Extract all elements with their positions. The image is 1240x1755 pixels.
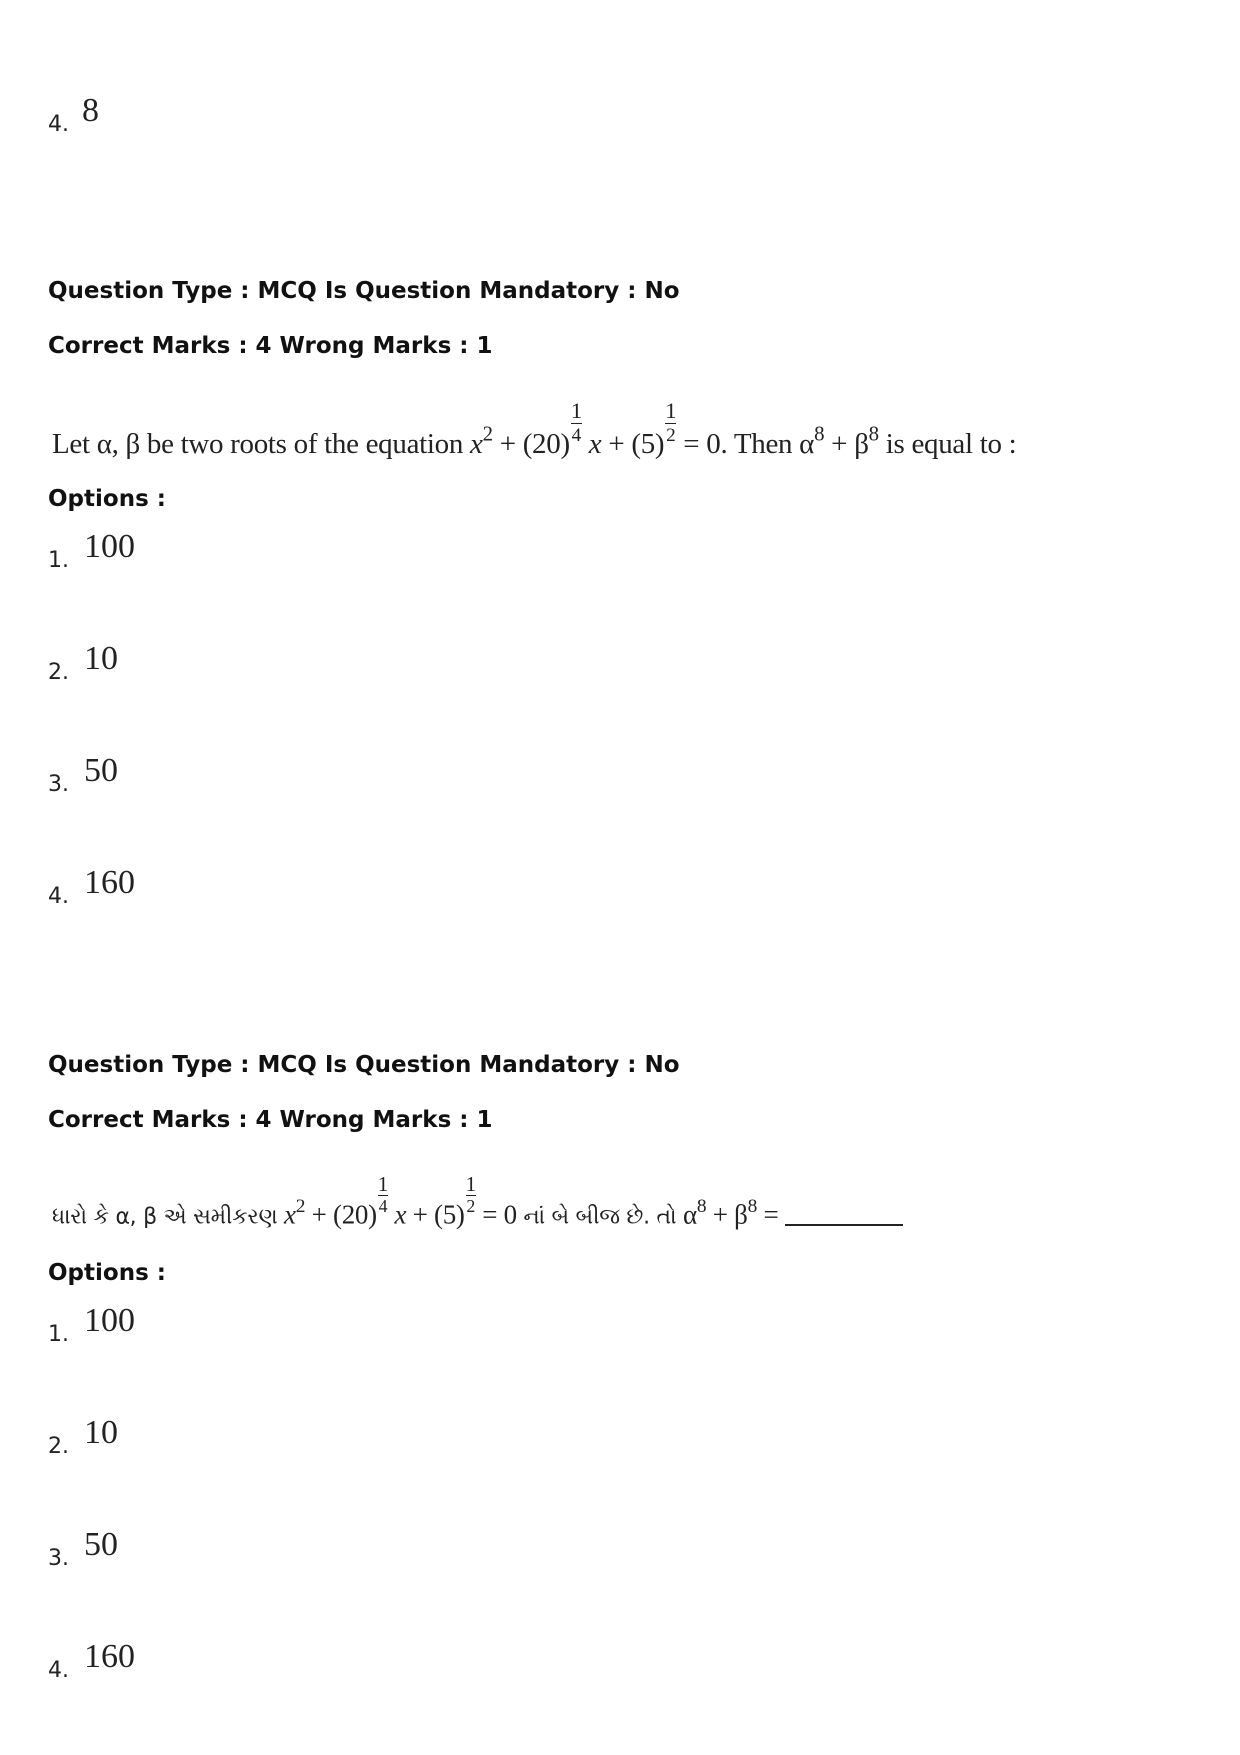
question-prefix: Let α, β be two roots of the equation bbox=[52, 428, 471, 461]
option-value[interactable]: 160 bbox=[84, 864, 135, 901]
eq-plus: + bbox=[712, 1199, 728, 1230]
eq-x-linear: x bbox=[394, 1199, 407, 1230]
option-value[interactable]: 100 bbox=[84, 1302, 135, 1339]
eq-fraction-1-2: $\frac{1}{2}$ bbox=[665, 398, 677, 446]
eq-base-20: (20) bbox=[522, 428, 570, 461]
eq-fraction-1-4: $\frac{1}{4}$ bbox=[377, 1172, 389, 1217]
eq-beta-exponent: 8 bbox=[747, 1195, 757, 1217]
marks-meta: Correct Marks : 4 Wrong Marks : 1 bbox=[48, 1107, 493, 1133]
option-value[interactable]: 160 bbox=[84, 1638, 135, 1675]
eq-plus: + bbox=[499, 428, 516, 461]
eq-plus: + bbox=[831, 428, 848, 461]
option-number: 1. bbox=[48, 1322, 69, 1347]
eq-x-exponent: 2 bbox=[295, 1195, 306, 1217]
option-number: 3. bbox=[48, 772, 69, 797]
options-label: Options : bbox=[48, 1260, 166, 1286]
eq-x-exponent: 2 bbox=[482, 421, 493, 446]
eq-equals: = bbox=[763, 1199, 779, 1230]
eq-then: . Then bbox=[720, 428, 793, 461]
eq-alpha-exponent: 8 bbox=[696, 1195, 707, 1217]
eq-beta-exponent: 8 bbox=[868, 421, 879, 446]
eq-x-linear: x bbox=[588, 428, 602, 461]
option-number: 3. bbox=[48, 1546, 69, 1571]
question-text bbox=[52, 1174, 903, 1231]
eq-x: x bbox=[470, 428, 483, 461]
marks-meta: Correct Marks : 4 Wrong Marks : 1 bbox=[48, 333, 493, 359]
eq-alpha: α bbox=[683, 1199, 697, 1230]
question-prefix: ધારો કે α, β એ સમીકરણ bbox=[52, 1204, 285, 1230]
option-value[interactable]: 50 bbox=[84, 1526, 118, 1563]
option-number: 2. bbox=[48, 1434, 69, 1459]
question-text bbox=[52, 400, 1016, 461]
eq-fraction-1-2: $\frac{1}{2}$ bbox=[465, 1172, 476, 1217]
option-number: 4. bbox=[48, 1658, 69, 1683]
eq-beta: β bbox=[734, 1199, 748, 1230]
eq-equals-zero: = 0 bbox=[482, 1199, 517, 1230]
option-number: 2. bbox=[48, 660, 69, 685]
eq-x: x bbox=[284, 1199, 296, 1230]
question-type-meta: Question Type : MCQ Is Question Mandatory : No bbox=[48, 278, 680, 304]
answer-blank bbox=[785, 1202, 903, 1226]
eq-alpha: α bbox=[799, 428, 815, 461]
eq-plus: + bbox=[412, 1199, 428, 1230]
option-value[interactable]: 100 bbox=[84, 528, 135, 565]
options-label: Options : bbox=[48, 486, 166, 512]
eq-base-5: (5) bbox=[434, 1199, 465, 1230]
question-middle: નાં બે બીજ છે. તો bbox=[523, 1204, 683, 1230]
option-number: 1. bbox=[48, 548, 69, 573]
option-value[interactable]: 8 bbox=[82, 92, 99, 129]
eq-plus: + bbox=[608, 428, 625, 461]
option-number: 4. bbox=[48, 112, 69, 137]
option-number: 4. bbox=[48, 884, 69, 909]
eq-base-20: (20) bbox=[333, 1199, 377, 1230]
eq-equals-zero: = 0 bbox=[683, 428, 721, 461]
eq-alpha-exponent: 8 bbox=[814, 421, 825, 446]
eq-beta: β bbox=[854, 428, 869, 461]
question-suffix: is equal to : bbox=[878, 428, 1017, 461]
option-value[interactable]: 10 bbox=[84, 640, 118, 677]
eq-base-5: (5) bbox=[631, 428, 665, 461]
question-type-meta: Question Type : MCQ Is Question Mandatory : No bbox=[48, 1052, 680, 1078]
eq-plus: + bbox=[311, 1199, 327, 1230]
eq-fraction-1-4: $\frac{1}{4}$ bbox=[570, 398, 582, 446]
option-value[interactable]: 50 bbox=[84, 752, 118, 789]
option-value[interactable]: 10 bbox=[84, 1414, 118, 1451]
